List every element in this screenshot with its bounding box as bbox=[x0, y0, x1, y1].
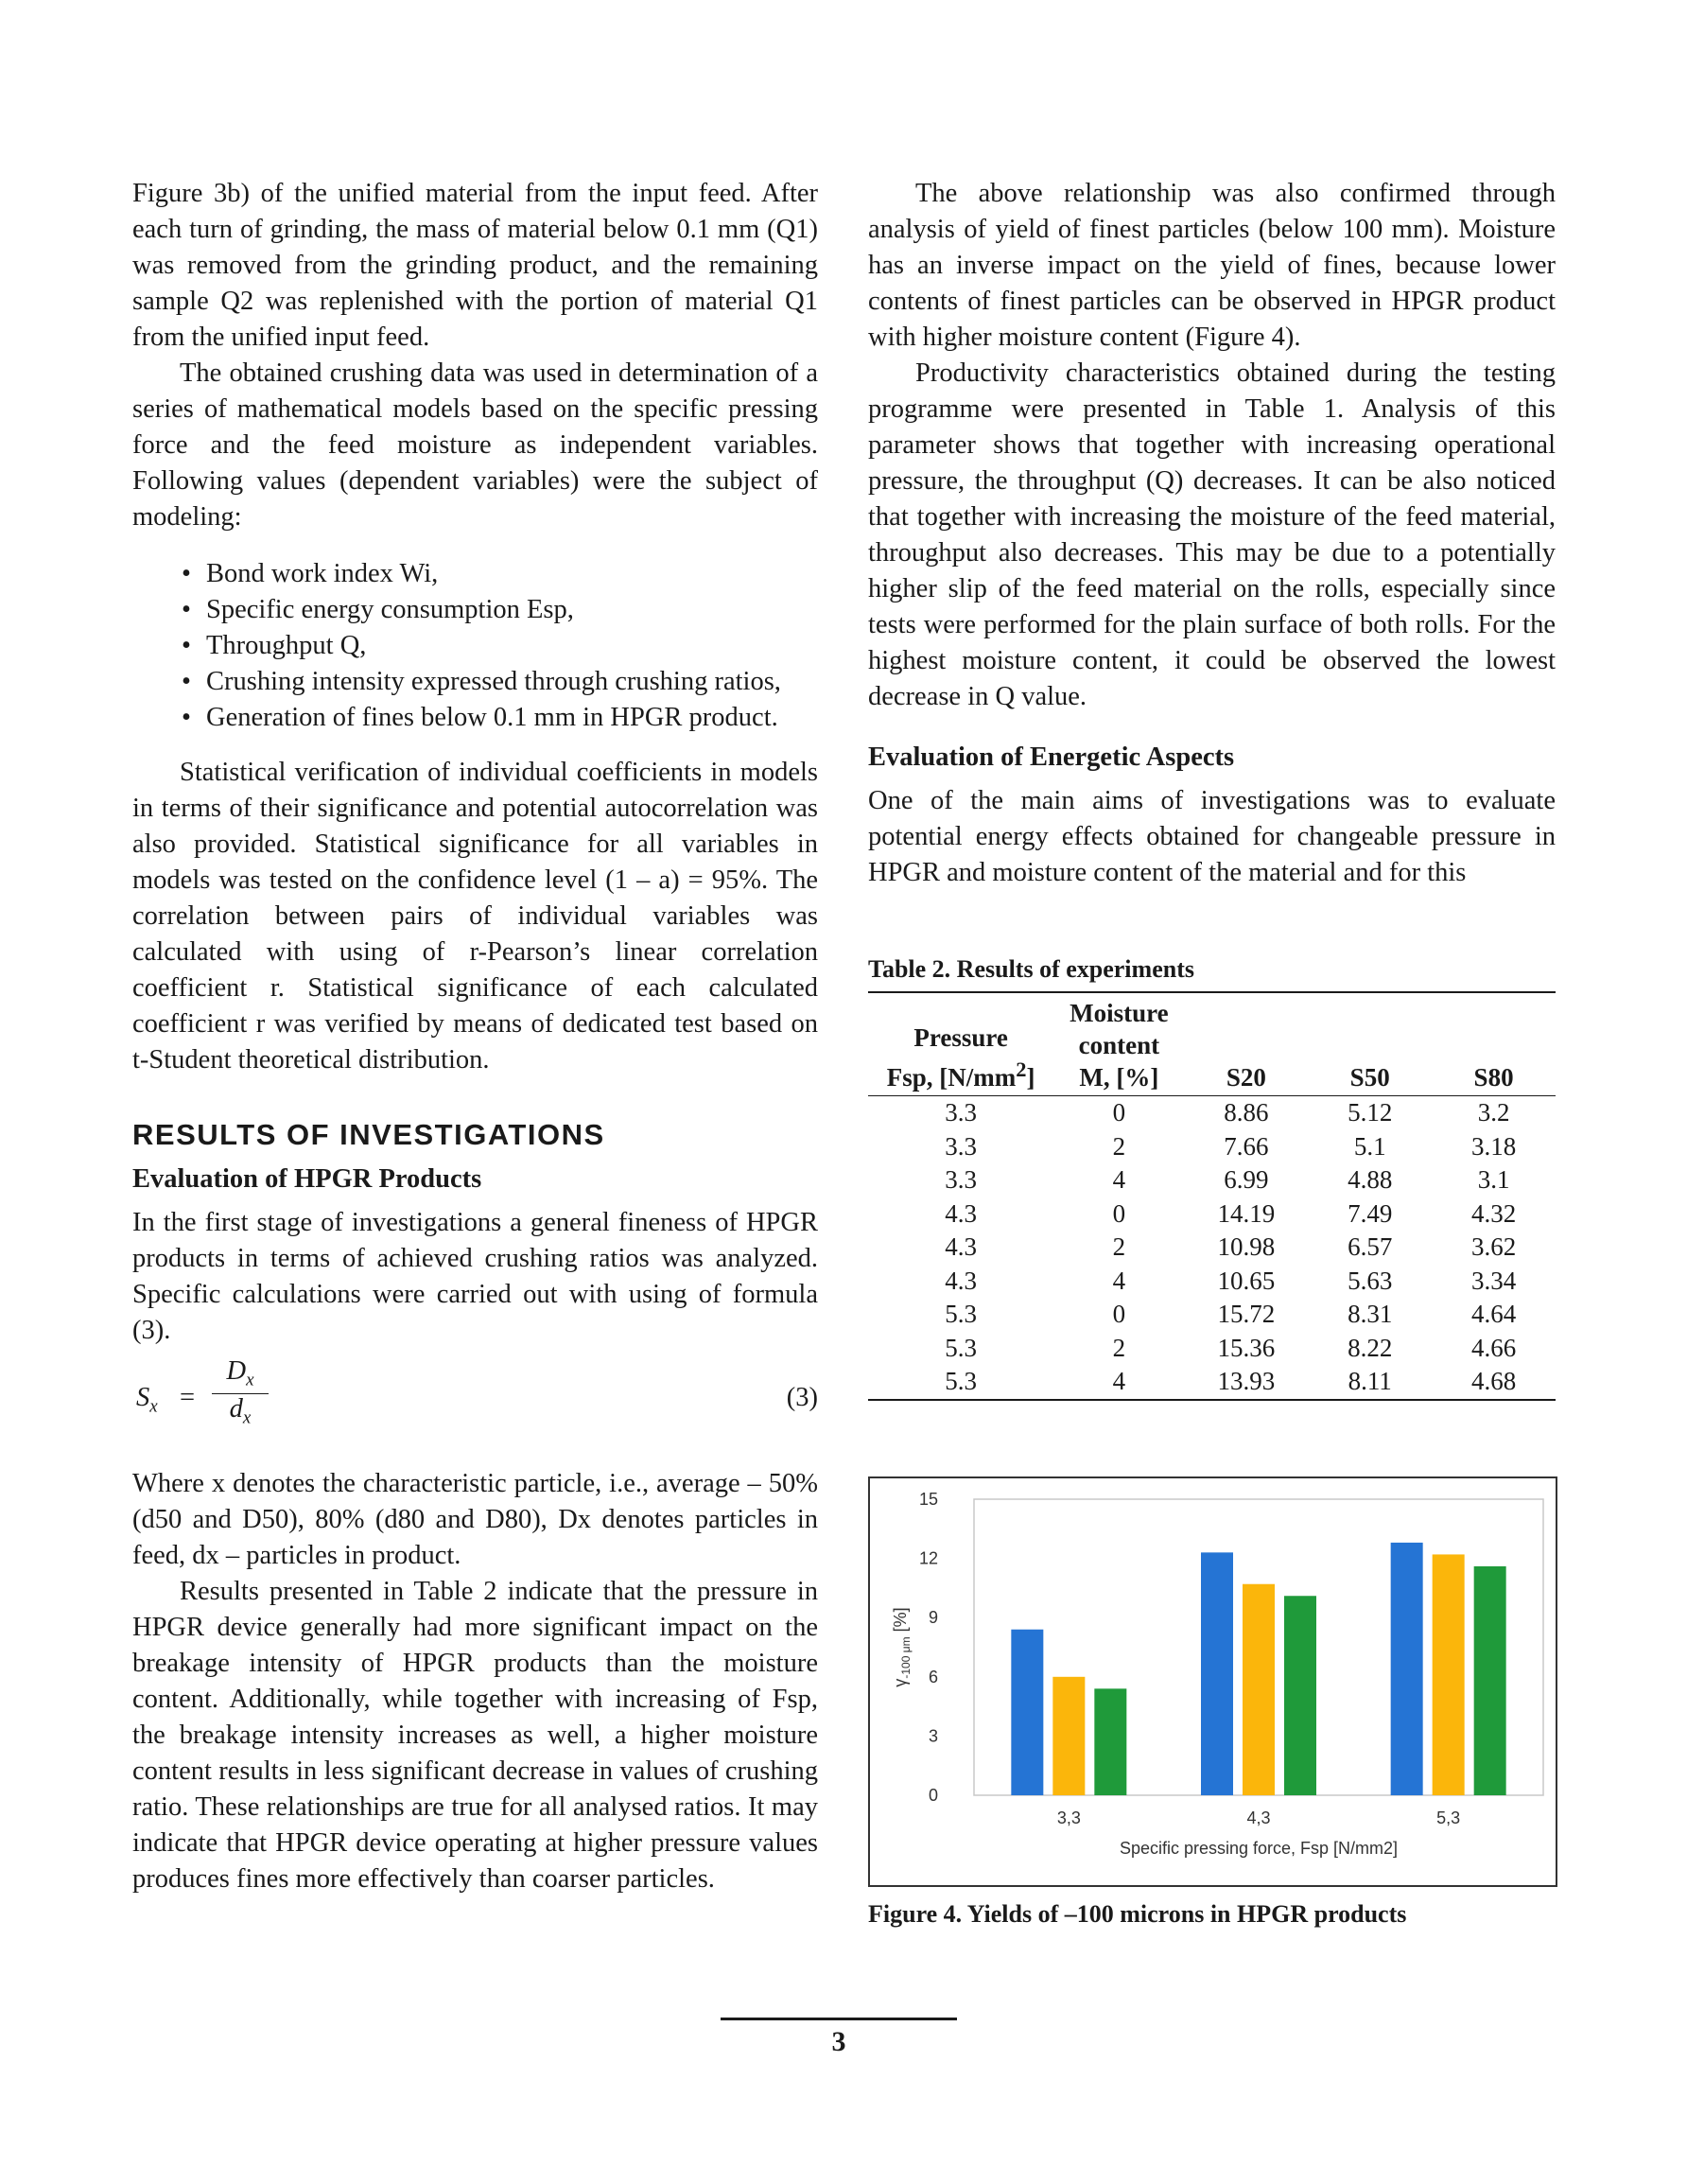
table-cell: 8.31 bbox=[1348, 1300, 1393, 1328]
bar-chart bbox=[870, 1478, 1556, 1885]
list-item: • Crushing intensity expressed through crushing ratios, bbox=[182, 664, 818, 700]
table-body bbox=[868, 1096, 1556, 1400]
bar bbox=[1243, 1583, 1275, 1794]
table-cell: 5.3 bbox=[945, 1367, 978, 1395]
y-tick-label: 9 bbox=[928, 1607, 938, 1627]
table-cell: 4.88 bbox=[1348, 1165, 1393, 1194]
table-cell: 5.1 bbox=[1353, 1131, 1386, 1161]
x-tick-label: 3,3 bbox=[1056, 1808, 1081, 1827]
paragraph: Results presented in Table 2 indicate that the pressure in HPGR device generally had more significant impact on the breakage intensity of HPGR products than the moisture content. Additionally, while together with increasing of Fsp, the breakage intensity increases as well, a higher moisture content results in less significant decrease in values of crushing ratio. These relationships are true for all analysed ratios. It may indicate that HPGR device operating at higher pressure values produces fines more effectively than coarser particles. bbox=[132, 1577, 818, 1894]
table-cell: 6.57 bbox=[1348, 1232, 1393, 1261]
table-row bbox=[868, 1365, 1556, 1400]
table-cell: 10.65 bbox=[1217, 1266, 1276, 1295]
table-cell: 7.49 bbox=[1348, 1198, 1393, 1228]
section-heading: RESULTS OF INVESTIGATIONS bbox=[132, 1118, 605, 1151]
dependent-variables-list bbox=[132, 556, 818, 736]
table-cell: 8.86 bbox=[1224, 1098, 1269, 1127]
list-item: • Throughput Q, bbox=[182, 628, 818, 664]
table-cell: 4.66 bbox=[1470, 1333, 1517, 1362]
table-cell: 7.66 bbox=[1224, 1131, 1269, 1161]
formula-fraction: $\frac{D_x}{d_x}$ bbox=[212, 1356, 269, 1428]
table-cell: 5.12 bbox=[1348, 1098, 1393, 1127]
paragraph: Statistical verification of individual coefficients in models in terms of their significance and potential autocorrelation was also provided. Statistical significance for all variables in models was tested on the confidence level (1 – a) = 95%. The correlation between pairs of individual variables was calculated with using of r-Pearson’s linear correlation coefficient r. Statistical significance of each calculated coefficient r was verified by means of dedicated test based on t-Student theoretical distribution. bbox=[132, 758, 818, 1075]
table-cell: 4.3 bbox=[945, 1266, 978, 1295]
table-cell: 4.32 bbox=[1470, 1198, 1517, 1228]
paragraph: Productivity characteristics obtained during the testing programme were presented in Table 1. Analysis of this parameter shows that together with increasing operational pressure, the throughput (Q) decreases. It can be also noticed that together with increasing the moisture of the feed material, throughput also decreases. This may be due to a potentially higher slip of the feed material on the rolls, especially since tests were performed for the plain surface of both rolls. For the highest moisture content, it could be observed the lowest decrease in Q value. bbox=[868, 358, 1556, 711]
table-cell: 4.3 bbox=[945, 1232, 978, 1261]
table-cell: 2 bbox=[1112, 1333, 1126, 1362]
right-column bbox=[868, 176, 1556, 1929]
footer-rule bbox=[721, 2018, 957, 2020]
table-cell: 3.62 bbox=[1470, 1232, 1517, 1261]
table-row bbox=[868, 1096, 1556, 1130]
table-cell: 0 bbox=[1112, 1198, 1126, 1228]
table-row bbox=[868, 1231, 1556, 1265]
formula-lhs: $S_x$ bbox=[136, 1383, 158, 1417]
y-tick-label: 0 bbox=[928, 1785, 938, 1805]
paragraph: Figure 3b) of the unified material from the input feed. After each turn of grinding, the mass of material below 0.1 mm (Q1) was removed from the grinding product, and the remaining sample Q2 was replenished with the portion of material Q1 from the unified input feed. bbox=[132, 179, 818, 352]
column-header-moisture: Moisture content M, [%] bbox=[1053, 992, 1184, 1096]
bar bbox=[1433, 1554, 1465, 1795]
paragraph: The obtained crushing data was used in determination of a series of mathematical models based on the specific pressing force and the feed moisture as independent variables. Following values (dependent variables) were the subject of modeling: bbox=[132, 358, 818, 532]
table-cell: 3.3 bbox=[945, 1098, 978, 1127]
table-cell: 4 bbox=[1112, 1266, 1126, 1295]
subsection-heading: Evaluation of HPGR Products bbox=[132, 1164, 482, 1194]
subsection-heading: Evaluation of Energetic Aspects bbox=[868, 743, 1235, 772]
table-cell: 4 bbox=[1112, 1367, 1126, 1395]
y-axis-label: $\gamma_{-100 \mu m}$ [%] bbox=[891, 1606, 913, 1687]
table-cell: 3.18 bbox=[1470, 1131, 1517, 1161]
table-cell: 5.63 bbox=[1348, 1266, 1393, 1295]
list-item: • Specific energy consumption Esp, bbox=[182, 592, 818, 628]
column-header-s50: S50 bbox=[1308, 992, 1432, 1096]
paragraph: One of the main aims of investigations was to evaluate potential energy effects obtained for changeable pressure in HPGR and moisture content of the material and for this bbox=[868, 786, 1556, 887]
table-cell: 2 bbox=[1112, 1232, 1126, 1261]
left-column bbox=[132, 176, 818, 1897]
table-caption: Table 2. Results of experiments bbox=[868, 955, 1194, 983]
bar bbox=[1284, 1596, 1316, 1795]
column-header-s80: S80 bbox=[1432, 992, 1556, 1096]
bar bbox=[1474, 1565, 1506, 1794]
figure-4-chart bbox=[868, 1476, 1557, 1887]
table-cell: 4.64 bbox=[1470, 1300, 1517, 1328]
page-footer bbox=[721, 2018, 957, 2074]
bar bbox=[1052, 1676, 1085, 1794]
table-row bbox=[868, 1197, 1556, 1232]
table-cell: 3.1 bbox=[1477, 1165, 1510, 1194]
table-cell: 3.2 bbox=[1477, 1098, 1510, 1127]
x-tick-label: 5,3 bbox=[1436, 1808, 1461, 1827]
list-item: • Bond work index Wi, bbox=[182, 556, 818, 592]
formula-3 bbox=[132, 1356, 818, 1451]
table-cell: 14.19 bbox=[1217, 1198, 1276, 1228]
table-cell: 13.93 bbox=[1217, 1367, 1276, 1395]
table-cell: 10.98 bbox=[1217, 1232, 1276, 1261]
table-row bbox=[868, 1265, 1556, 1299]
bar bbox=[1201, 1552, 1233, 1795]
table-cell: 3.34 bbox=[1470, 1266, 1517, 1295]
table-row bbox=[868, 1130, 1556, 1164]
y-tick-label: 6 bbox=[928, 1667, 938, 1686]
list-item: • Generation of fines below 0.1 mm in HPGR product. bbox=[182, 700, 818, 736]
table-cell: 15.72 bbox=[1217, 1300, 1276, 1328]
table-row bbox=[868, 1298, 1556, 1332]
table-cell: 4 bbox=[1112, 1165, 1126, 1194]
x-tick-label: 4,3 bbox=[1246, 1808, 1271, 1827]
formula-equals: = bbox=[180, 1383, 196, 1412]
table-cell: 15.36 bbox=[1217, 1333, 1276, 1362]
column-header-s20: S20 bbox=[1184, 992, 1308, 1096]
figure-caption: Figure 4. Yields of –100 microns in HPGR products bbox=[868, 1899, 1407, 1928]
column-header-pressure: Pressure Fsp, $[N/mm^2]$ bbox=[868, 992, 1053, 1096]
results-table bbox=[868, 991, 1556, 1401]
table-cell: 3.3 bbox=[945, 1165, 978, 1194]
table-cell: 3.3 bbox=[945, 1131, 978, 1161]
formula-number: (3) bbox=[786, 1383, 818, 1412]
x-axis-label: Specific pressing force, Fsp [N/mm2] bbox=[1119, 1838, 1399, 1858]
table-row bbox=[868, 1332, 1556, 1366]
table-cell: 0 bbox=[1112, 1300, 1126, 1328]
y-tick-label: 3 bbox=[928, 1725, 938, 1745]
table-cell: 4.3 bbox=[945, 1198, 978, 1228]
table-cell: 5.3 bbox=[945, 1300, 978, 1328]
paragraph: The above relationship was also confirmed through analysis of yield of finest particles (below 100 mm). Moisture has an inverse impact on the yield of fines, because lower contents of finest particles can be observed in HPGR product with higher moisture content (Figure 4). bbox=[868, 179, 1556, 352]
table-cell: 0 bbox=[1112, 1098, 1126, 1127]
table-cell: 8.22 bbox=[1348, 1333, 1393, 1362]
bar bbox=[1094, 1688, 1126, 1795]
table-cell: 4.68 bbox=[1470, 1367, 1517, 1395]
y-tick-label: 12 bbox=[918, 1548, 938, 1568]
bar bbox=[1011, 1629, 1043, 1794]
paragraph: Where x denotes the characteristic particle, i.e., average – 50% (d50 and D50), 80% (d80 and D80), Dx denotes particles in feed, dx – particles in product. bbox=[132, 1469, 818, 1570]
table-cell: 8.11 bbox=[1348, 1367, 1392, 1395]
paragraph: In the first stage of investigations a general fineness of HPGR products in terms of achieved crushing ratios was analyzed. Specific calculations were carried out with using of formula (3). bbox=[132, 1208, 818, 1345]
y-tick-label: 15 bbox=[918, 1489, 938, 1509]
table-cell: 6.99 bbox=[1224, 1165, 1269, 1194]
table-cell: 5.3 bbox=[945, 1333, 978, 1362]
page-number: 3 bbox=[831, 2026, 846, 2057]
table-cell: 2 bbox=[1112, 1131, 1126, 1161]
table-row bbox=[868, 1163, 1556, 1197]
bar bbox=[1391, 1542, 1423, 1794]
